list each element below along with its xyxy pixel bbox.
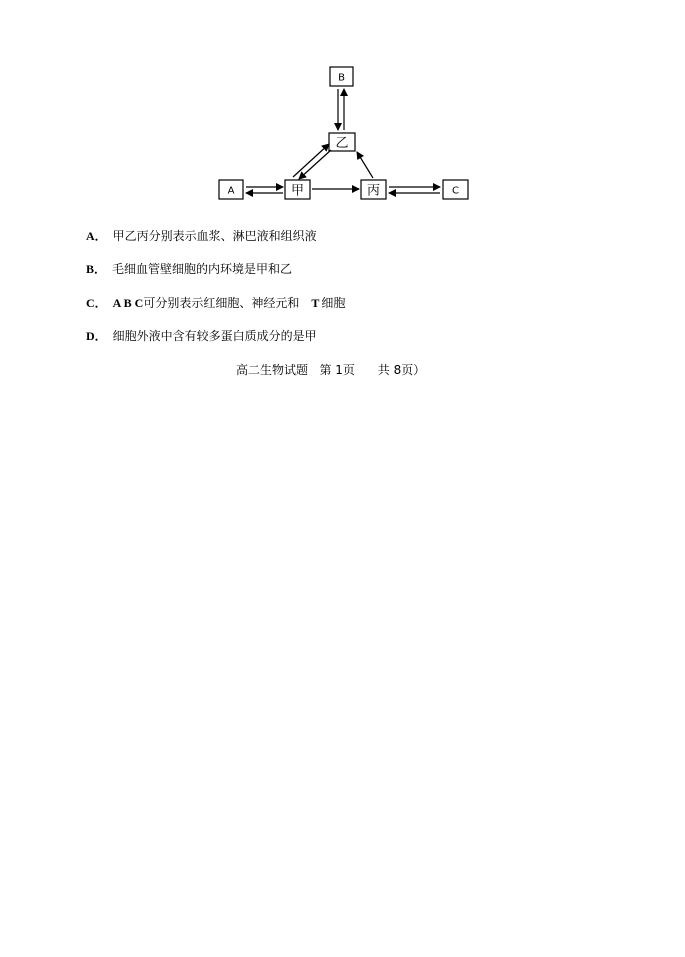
option-b-letter: B． — [86, 262, 107, 276]
option-a-letter: A． — [86, 229, 107, 243]
node-b — [330, 67, 353, 86]
option-c-mid: T — [311, 296, 320, 310]
node-bing-label: 丙 — [366, 183, 381, 199]
node-c — [443, 180, 468, 199]
option-c-text: 可分别表示红细胞、神经元和 — [143, 296, 300, 310]
node-bing — [361, 180, 386, 199]
arrow-bing-to-yi — [357, 152, 373, 178]
option-a[interactable] — [86, 228, 317, 244]
option-b-text: 毛细血管壁细胞的内环境是甲和乙 — [112, 262, 293, 276]
node-a-label: A — [227, 185, 235, 197]
option-d[interactable] — [86, 328, 317, 344]
option-b[interactable] — [86, 261, 292, 277]
option-d-text: 细胞外液中含有较多蛋白质成分的是甲 — [112, 329, 317, 343]
body-fluid-diagram — [0, 0, 685, 220]
node-c-label: C — [452, 185, 459, 197]
page-footer: 高二生物试题 第 1页 共 8页） — [236, 363, 426, 377]
option-c-suffix: 细胞 — [321, 296, 346, 310]
node-jia-label: 甲 — [290, 183, 305, 199]
node-jia — [285, 180, 310, 199]
option-c-prefix: A B C — [112, 296, 144, 310]
node-yi-label: 乙 — [335, 136, 349, 151]
node-yi — [329, 133, 355, 151]
node-b-label: B — [338, 72, 345, 84]
option-c[interactable] — [86, 295, 345, 311]
arrow-yi-to-jia — [299, 150, 331, 179]
node-a — [219, 180, 243, 199]
arrow-jia-to-yi — [293, 144, 329, 177]
option-d-letter: D． — [86, 329, 107, 343]
option-c-letter: C． — [86, 296, 107, 310]
option-a-text: 甲乙丙分别表示血浆、淋巴液和组织液 — [112, 229, 317, 243]
